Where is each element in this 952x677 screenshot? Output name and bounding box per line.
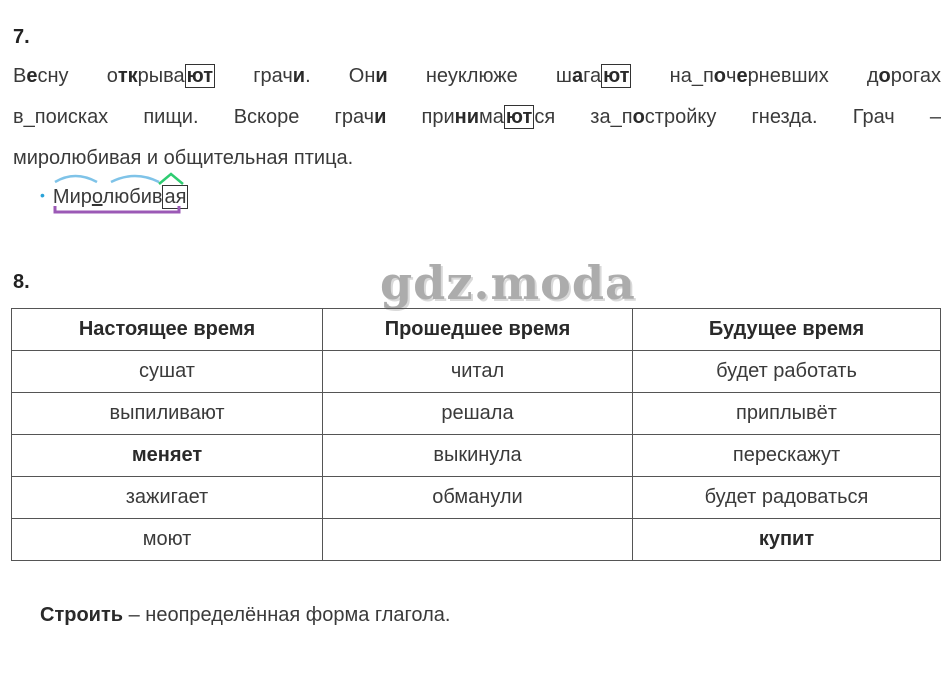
text-fragment: при — [386, 106, 455, 128]
table-cell: обманули — [323, 477, 633, 519]
ending-box: ая — [164, 186, 187, 208]
table-row — [12, 393, 941, 435]
text-fragment: га — [583, 65, 602, 87]
table-cell: приплывёт — [633, 393, 941, 435]
table-cell: выкинула — [323, 435, 633, 477]
bold-letter: е — [736, 65, 748, 87]
task-7-number: 7. — [13, 26, 30, 48]
suffix-caret — [159, 174, 183, 184]
text-fragment: В — [13, 65, 27, 87]
text-fragment: ч — [726, 65, 737, 87]
text-fragment: рневших д — [747, 65, 879, 87]
table-cell: будет радоваться — [633, 477, 941, 519]
table-cell: читал — [323, 351, 633, 393]
text-fragment: стройку гнезда. Грач – — [644, 106, 941, 128]
morpheme-marks — [53, 172, 213, 212]
table-row — [12, 351, 941, 393]
bold-letter: тк — [117, 65, 138, 87]
text-fragment: на_п — [631, 65, 714, 87]
text-fragment: ма — [479, 106, 504, 128]
ending-box: ют — [603, 65, 630, 87]
note-text: – неопределённая форма глагола. — [123, 604, 451, 626]
table-cell: купит — [633, 519, 941, 561]
text-fragment: неуклюже ш — [387, 65, 572, 87]
table-cell: перескажут — [633, 435, 941, 477]
task-7-line-2 — [13, 103, 941, 131]
bold-letter: о — [713, 65, 727, 87]
text-fragment: рогах — [890, 65, 941, 87]
note-bold-word: Строить — [40, 604, 124, 626]
text-fragment: рыва — [137, 65, 185, 87]
text-fragment: ся за_п — [534, 106, 633, 128]
bold-letter: ни — [454, 106, 480, 128]
word-analysis — [40, 186, 188, 209]
header-future: Будущее время — [633, 309, 941, 351]
table-cell: зажигает — [12, 477, 323, 519]
table-cell: сушат — [12, 351, 323, 393]
table-cell: моют — [12, 519, 323, 561]
bold-letter: о — [632, 106, 645, 128]
table-cell: будет работать — [633, 351, 941, 393]
table-header-row — [12, 309, 941, 351]
task-7-line-3: миролюбивая и общительная птица. — [13, 147, 354, 169]
bold-letter: а — [571, 65, 584, 87]
table-row — [12, 477, 941, 519]
text-fragment: в_поисках пищи. Вскоре грач — [13, 106, 375, 128]
table-cell: решала — [323, 393, 633, 435]
root-arc-1 — [55, 176, 97, 182]
table-cell — [323, 519, 633, 561]
bold-letter: е — [26, 65, 38, 87]
text-fragment: сну о — [37, 65, 118, 87]
table-row — [12, 435, 941, 477]
root-arc-2 — [111, 176, 159, 182]
word-part: любив — [102, 186, 163, 208]
bullet-icon: • — [40, 187, 45, 203]
morpheme-word — [53, 186, 189, 209]
bold-letter: и — [292, 65, 306, 87]
stem-bracket — [55, 206, 179, 212]
watermark: gdz.moda — [380, 256, 636, 310]
task-8-number: 8. — [13, 271, 30, 293]
verb-tense-table — [11, 308, 941, 561]
table-cell: выпиливают — [12, 393, 323, 435]
text-fragment: грач — [215, 65, 293, 87]
word-part: Мир — [52, 186, 92, 208]
table-cell: меняет — [12, 435, 323, 477]
bold-letter: и — [374, 106, 387, 128]
ending-box: ют — [505, 106, 533, 128]
infinitive-note — [40, 604, 450, 627]
header-present: Настоящее время — [12, 309, 323, 351]
text-fragment: . Он — [305, 65, 376, 87]
ending-box: ют — [186, 65, 214, 87]
word-part: о — [91, 186, 103, 208]
header-past: Прошедшее время — [323, 309, 633, 351]
bold-letter: и — [375, 65, 388, 87]
table-row — [12, 519, 941, 561]
bold-letter: о — [878, 65, 891, 87]
task-7-line-1 — [13, 62, 941, 90]
